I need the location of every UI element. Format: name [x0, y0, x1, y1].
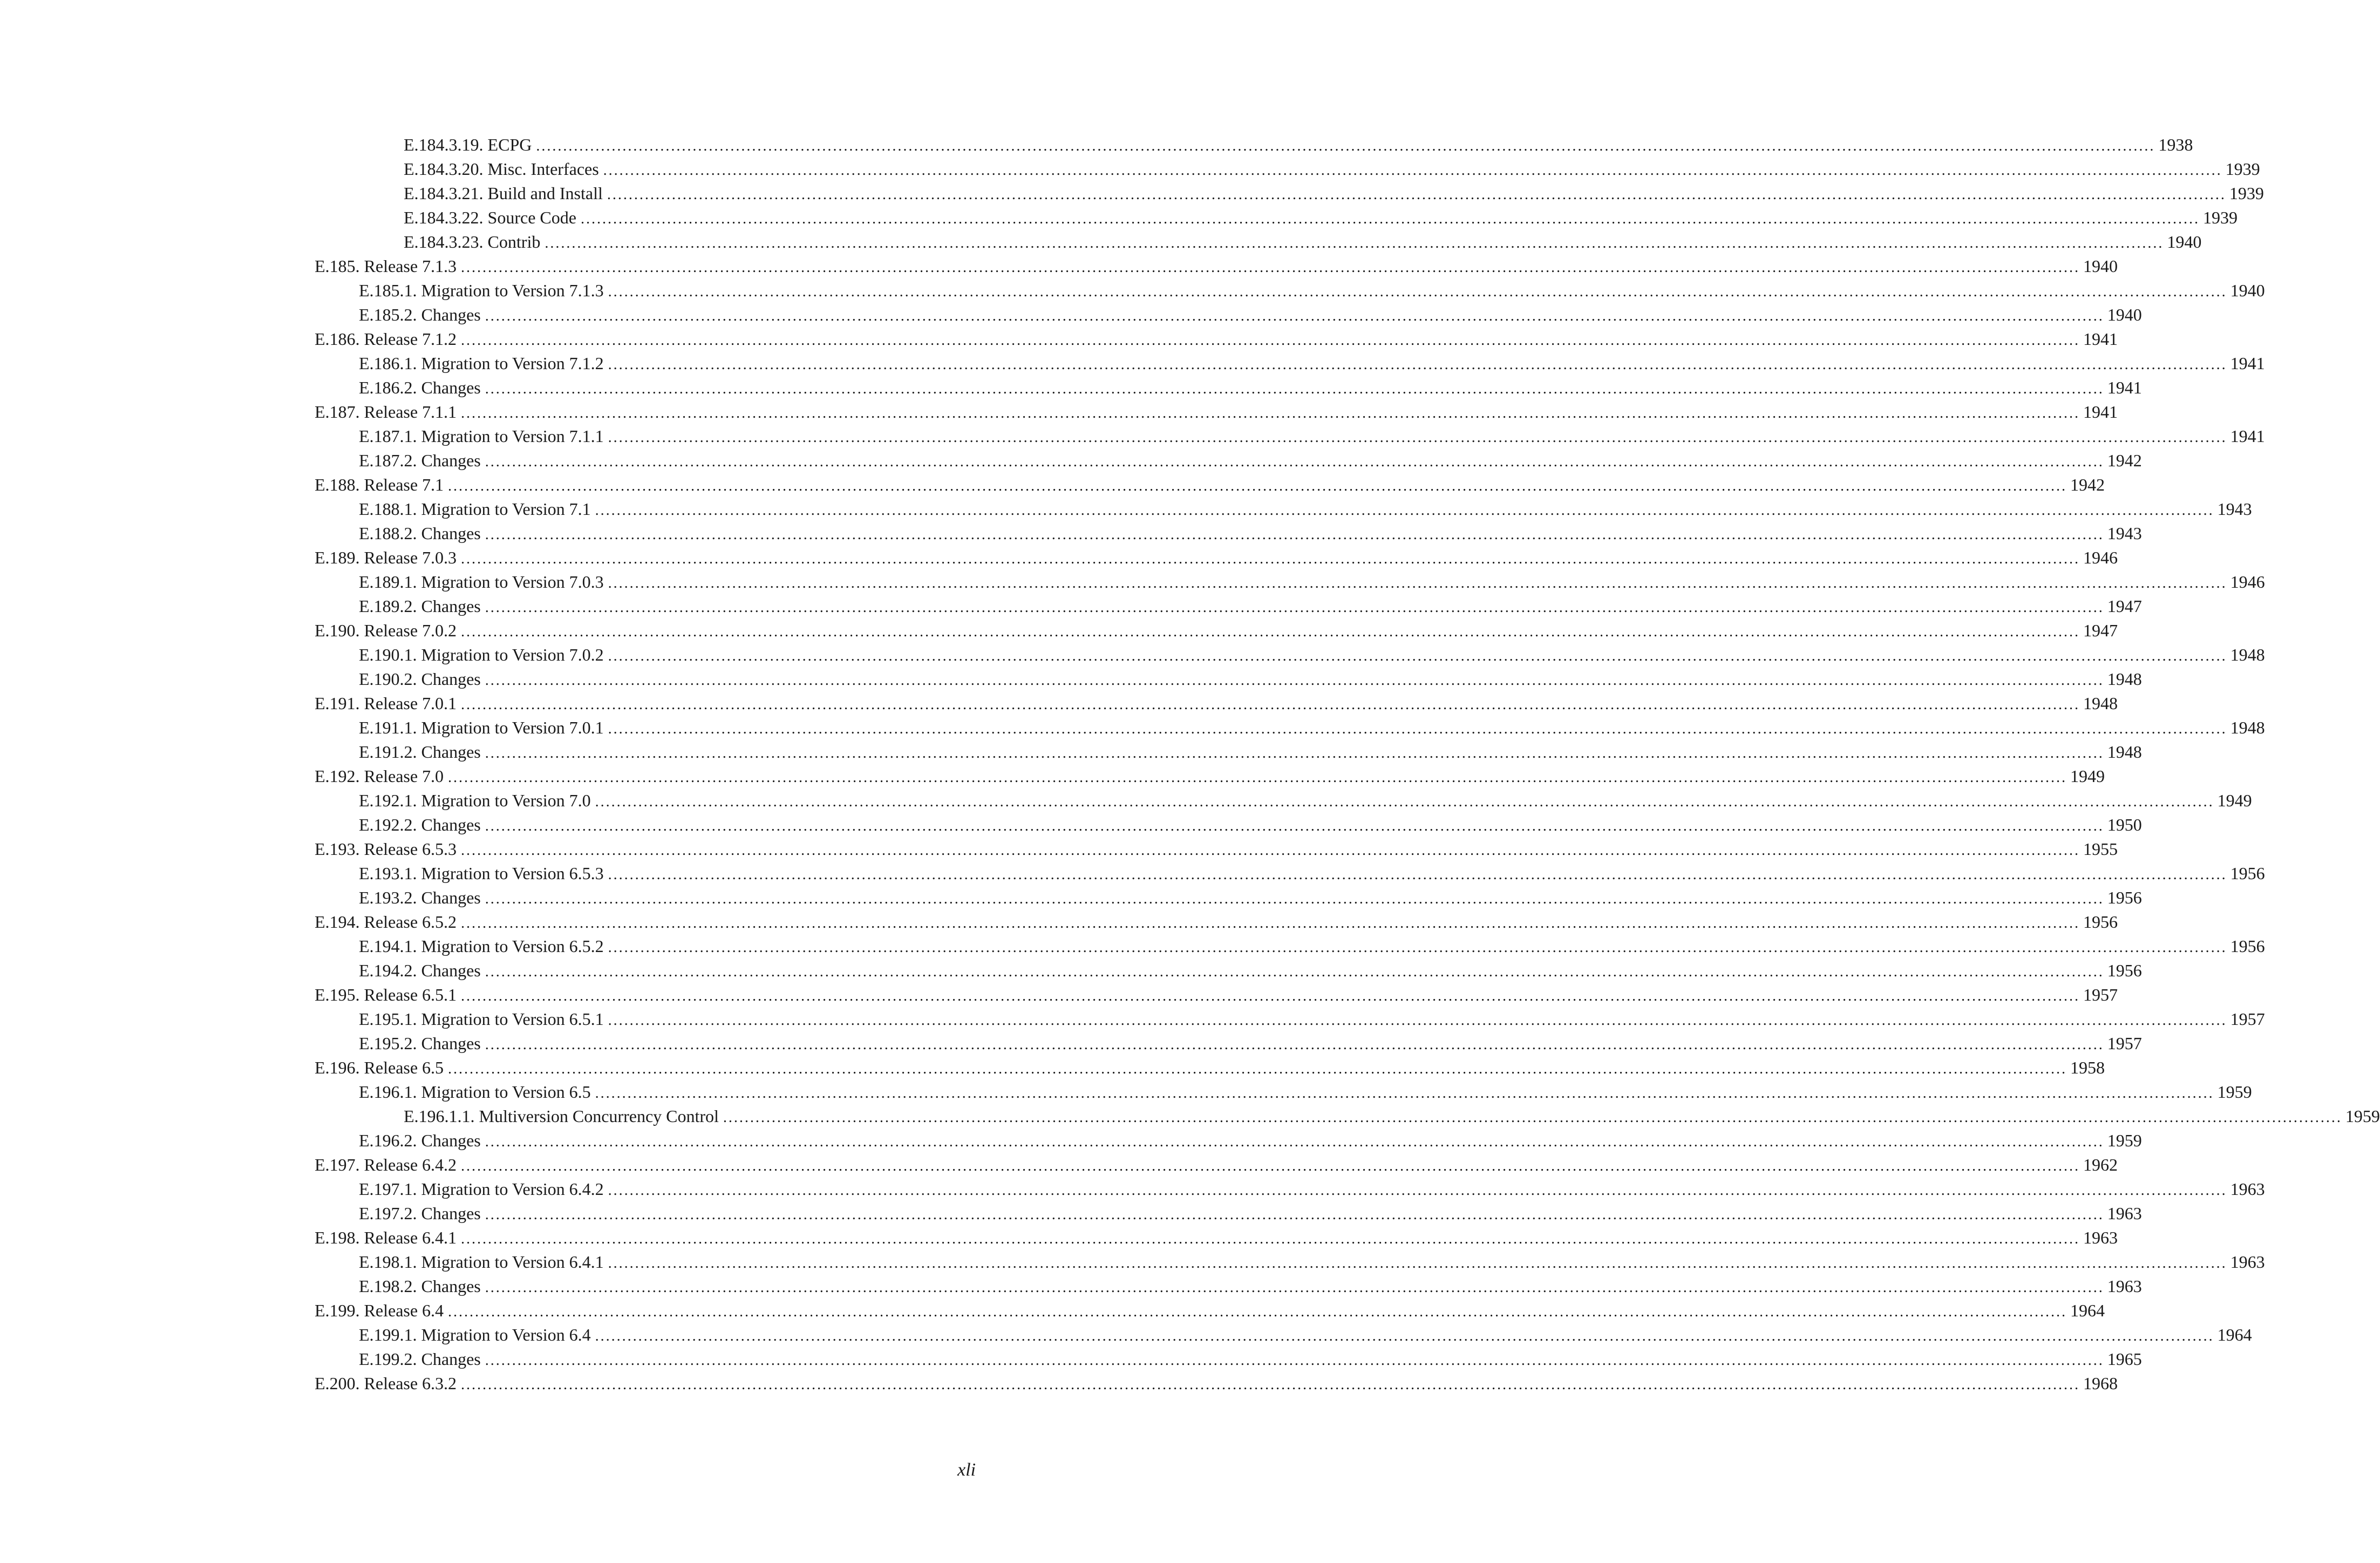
- toc-entry-page: 1942: [2070, 475, 2105, 494]
- toc-leader-dots: ............................................................................................................................................................................................................................................................................................................: [461, 551, 2080, 567]
- toc-entry-page: 1943: [2217, 499, 2252, 519]
- toc-entry-page: 1958: [2070, 1058, 2105, 1077]
- toc-entry[interactable]: [315, 1201, 2142, 1226]
- toc-entry-page: 1941: [2230, 354, 2265, 373]
- toc-entry[interactable]: [315, 1056, 2105, 1080]
- toc-leader-dots: ............................................................................................................................................................................................................................................................................................................: [608, 283, 2227, 300]
- toc-leader-dots: ............................................................................................................................................................................................................................................................................................................: [461, 623, 2080, 640]
- toc-entry-label: E.197.2. Changes: [359, 1204, 481, 1223]
- toc-entry-label: E.184.3.23. Contrib: [404, 232, 541, 252]
- toc-entry-page: 1956: [2107, 888, 2142, 907]
- toc-entry-page: 1943: [2107, 524, 2142, 543]
- toc-entry-label: E.184.3.20. Misc. Interfaces: [404, 159, 599, 179]
- toc-entry-label: E.192. Release 7.0: [315, 766, 444, 786]
- toc-entry[interactable]: [315, 1007, 2265, 1031]
- toc-entry-page: 1956: [2230, 936, 2265, 956]
- toc-entry[interactable]: [315, 278, 2265, 303]
- toc-entry[interactable]: [315, 376, 2142, 400]
- toc-entry-label: E.191. Release 7.0.1: [315, 694, 457, 713]
- toc-entry[interactable]: [315, 910, 2118, 934]
- toc-entry[interactable]: [315, 594, 2142, 619]
- page-number: xli: [957, 1460, 976, 1480]
- toc-entry[interactable]: [315, 716, 2265, 740]
- toc-leader-dots: ............................................................................................................................................................................................................................................................................................................: [608, 1012, 2227, 1029]
- toc-entry[interactable]: [315, 1371, 2118, 1396]
- toc-entry[interactable]: [315, 1177, 2265, 1201]
- toc-leader-dots: ............................................................................................................................................................................................................................................................................................................: [723, 1109, 2342, 1126]
- toc-entry-label: E.185. Release 7.1.3: [315, 256, 457, 276]
- toc-leader-dots: ............................................................................................................................................................................................................................................................................................................: [448, 1061, 2068, 1077]
- toc-entry-page: 1946: [2230, 572, 2265, 592]
- toc-entry-page: 1962: [2083, 1155, 2118, 1174]
- toc-entry-page: 1957: [2107, 1034, 2142, 1053]
- toc-entry[interactable]: [315, 448, 2142, 473]
- toc-leader-dots: ............................................................................................................................................................................................................................................................................................................: [461, 988, 2080, 1004]
- toc-entry[interactable]: [315, 1153, 2118, 1177]
- toc-entry-page: 1940: [2083, 256, 2118, 276]
- toc-entry-page: 1939: [2229, 184, 2264, 203]
- toc-entry-page: 1959: [2107, 1131, 2142, 1150]
- toc-leader-dots: ............................................................................................................................................................................................................................................................................................................: [608, 939, 2227, 956]
- toc-leader-dots: ............................................................................................................................................................................................................................................................................................................: [608, 648, 2227, 664]
- toc-leader-dots: ............................................................................................................................................................................................................................................................................................................: [536, 138, 2155, 154]
- toc-leader-dots: ............................................................................................................................................................................................................................................................................................................: [461, 842, 2080, 859]
- toc-entry-label: E.186.2. Changes: [359, 378, 481, 397]
- toc-leader-dots: ............................................................................................................................................................................................................................................................................................................: [485, 308, 2104, 324]
- toc-entry-page: 1941: [2083, 402, 2118, 422]
- toc-entry-page: 1948: [2107, 742, 2142, 762]
- toc-entry-label: E.195.1. Migration to Version 6.5.1: [359, 1009, 604, 1029]
- toc-entry[interactable]: [315, 181, 2264, 206]
- toc-leader-dots: ............................................................................................................................................................................................................................................................................................................: [485, 1279, 2104, 1296]
- toc-leader-dots: ............................................................................................................................................................................................................................................................................................................: [461, 915, 2080, 932]
- toc-leader-dots: ............................................................................................................................................................................................................................................................................................................: [461, 1376, 2080, 1393]
- toc-entry[interactable]: [315, 1323, 2252, 1347]
- toc-leader-dots: ............................................................................................................................................................................................................................................................................................................: [608, 1255, 2227, 1272]
- toc-entry-label: E.199. Release 6.4: [315, 1301, 444, 1320]
- toc-leader-dots: ............................................................................................................................................................................................................................................................................................................: [485, 891, 2104, 907]
- toc-entry[interactable]: [315, 400, 2118, 424]
- toc-entry-page: 1942: [2107, 451, 2142, 470]
- toc-entry-page: 1955: [2083, 839, 2118, 859]
- toc-entry[interactable]: [315, 570, 2265, 594]
- toc-entry[interactable]: [315, 1299, 2105, 1323]
- toc-entry-page: 1948: [2230, 718, 2265, 737]
- toc-leader-dots: ............................................................................................................................................................................................................................................................................................................: [608, 429, 2227, 446]
- toc-entry-label: E.198.2. Changes: [359, 1276, 481, 1296]
- toc-entry[interactable]: [315, 691, 2118, 716]
- toc-entry[interactable]: [315, 764, 2105, 789]
- toc-entry[interactable]: [315, 959, 2142, 983]
- toc-entry-label: E.185.2. Changes: [359, 305, 481, 324]
- toc-entry-label: E.186. Release 7.1.2: [315, 329, 457, 349]
- toc-entry-page: 1940: [2107, 305, 2142, 324]
- toc-entry-label: E.195.2. Changes: [359, 1034, 481, 1053]
- toc-leader-dots: ............................................................................................................................................................................................................................................................................................................: [448, 769, 2068, 786]
- toc-entry-page: 1940: [2167, 232, 2202, 252]
- toc-leader-dots: ............................................................................................................................................................................................................................................................................................................: [608, 575, 2227, 592]
- toc-entry-label: E.193.2. Changes: [359, 888, 481, 907]
- toc-entry-page: 1949: [2217, 791, 2252, 810]
- toc-entry[interactable]: [315, 206, 2238, 230]
- toc-entry-page: 1956: [2230, 864, 2265, 883]
- toc-entry[interactable]: [315, 619, 2118, 643]
- toc-entry-page: 1941: [2083, 329, 2118, 349]
- toc-entry-label: E.184.3.22. Source Code: [404, 208, 576, 227]
- toc-entry-label: E.188. Release 7.1: [315, 475, 444, 494]
- toc-entry-label: E.199.2. Changes: [359, 1349, 481, 1369]
- toc-entry-label: E.194. Release 6.5.2: [315, 912, 457, 932]
- toc-entry-label: E.197. Release 6.4.2: [315, 1155, 457, 1174]
- toc-leader-dots: ............................................................................................................................................................................................................................................................................................................: [603, 162, 2222, 179]
- toc-entry[interactable]: [315, 837, 2118, 861]
- toc-entry[interactable]: [315, 1226, 2118, 1250]
- toc-leader-dots: ............................................................................................................................................................................................................................................................................................................: [595, 1328, 2214, 1344]
- toc-entry-label: E.185.1. Migration to Version 7.1.3: [359, 281, 604, 300]
- toc-entry[interactable]: [315, 1129, 2142, 1153]
- toc-entry-page: 1963: [2107, 1204, 2142, 1223]
- toc-leader-dots: ............................................................................................................................................................................................................................................................................................................: [448, 478, 2068, 494]
- toc-entry-page: 1939: [2202, 208, 2238, 227]
- toc-leader-dots: ............................................................................................................................................................................................................................................................................................................: [461, 259, 2080, 276]
- toc-entry-page: 1956: [2107, 961, 2142, 980]
- toc-leader-dots: ............................................................................................................................................................................................................................................................................................................: [485, 599, 2104, 616]
- toc-entry[interactable]: [315, 473, 2105, 497]
- toc-entry[interactable]: [315, 740, 2142, 764]
- toc-entry-label: E.189.2. Changes: [359, 596, 481, 616]
- toc-entry[interactable]: [315, 327, 2118, 351]
- toc-entry-label: E.193.1. Migration to Version 6.5.3: [359, 864, 604, 883]
- toc-leader-dots: ............................................................................................................................................................................................................................................................................................................: [485, 818, 2104, 834]
- toc-entry[interactable]: [315, 983, 2118, 1007]
- toc-entry[interactable]: [315, 521, 2142, 546]
- toc-entry-label: E.189. Release 7.0.3: [315, 548, 457, 567]
- toc-entry[interactable]: [315, 230, 2202, 254]
- toc-leader-dots: ............................................................................................................................................................................................................................................................................................................: [485, 1352, 2104, 1369]
- toc-entry[interactable]: [315, 1347, 2142, 1371]
- toc-entry[interactable]: [315, 1031, 2142, 1056]
- toc-entry[interactable]: [315, 643, 2265, 667]
- toc-entry-label: E.198. Release 6.4.1: [315, 1228, 457, 1247]
- toc-entry-label: E.184.3.21. Build and Install: [404, 184, 603, 203]
- toc-leader-dots: ............................................................................................................................................................................................................................................................................................................: [485, 453, 2104, 470]
- toc-entry-page: 1963: [2107, 1276, 2142, 1296]
- toc-entry-page: 1968: [2083, 1374, 2118, 1393]
- toc-entry-label: E.190.2. Changes: [359, 669, 481, 689]
- toc-leader-dots: ............................................................................................................................................................................................................................................................................................................: [595, 1085, 2214, 1102]
- toc-entry-label: E.196.1. Migration to Version 6.5: [359, 1082, 591, 1102]
- toc-entry-label: E.191.2. Changes: [359, 742, 481, 762]
- toc-entry-label: E.193. Release 6.5.3: [315, 839, 457, 859]
- toc-entry-label: E.192.1. Migration to Version 7.0: [359, 791, 591, 810]
- toc-entry-label: E.188.2. Changes: [359, 524, 481, 543]
- toc-entry-page: 1946: [2083, 548, 2118, 567]
- toc-leader-dots: ............................................................................................................................................................................................................................................................................................................: [485, 380, 2104, 397]
- toc-entry[interactable]: [315, 789, 2252, 813]
- toc-entry-label: E.192.2. Changes: [359, 815, 481, 834]
- toc-leader-dots: ............................................................................................................................................................................................................................................................................................................: [608, 721, 2227, 737]
- toc-leader-dots: ............................................................................................................................................................................................................................................................................................................: [485, 745, 2104, 762]
- toc-entry-label: E.197.1. Migration to Version 6.4.2: [359, 1179, 604, 1199]
- toc-entry[interactable]: [315, 157, 2260, 181]
- toc-entry-page: 1939: [2225, 159, 2260, 179]
- toc-entry-label: E.188.1. Migration to Version 7.1: [359, 499, 591, 519]
- toc-entry-label: E.199.1. Migration to Version 6.4: [359, 1325, 591, 1344]
- toc-entry-label: E.189.1. Migration to Version 7.0.3: [359, 572, 604, 592]
- toc-entry-label: E.184.3.19. ECPG: [404, 135, 532, 154]
- toc-entry[interactable]: [315, 667, 2142, 691]
- toc-entry-page: 1948: [2230, 645, 2265, 664]
- toc-leader-dots: ............................................................................................................................................................................................................................................................................................................: [461, 405, 2080, 422]
- toc-leader-dots: ............................................................................................................................................................................................................................................................................................................: [580, 210, 2200, 227]
- toc-leader-dots: ............................................................................................................................................................................................................................................................................................................: [485, 1133, 2104, 1150]
- toc-leader-dots: ............................................................................................................................................................................................................................................................................................................: [545, 235, 2164, 252]
- toc-entry-page: 1965: [2107, 1349, 2142, 1369]
- toc-entry-page: 1956: [2083, 912, 2118, 932]
- toc-leader-dots: ............................................................................................................................................................................................................................................................................................................: [485, 1206, 2104, 1223]
- toc-entry[interactable]: [315, 424, 2265, 448]
- toc-leader-dots: ............................................................................................................................................................................................................................................................................................................: [485, 1036, 2104, 1053]
- toc-entry-page: 1959: [2217, 1082, 2252, 1102]
- toc-leader-dots: ............................................................................................................................................................................................................................................................................................................: [608, 1182, 2227, 1199]
- toc-entry[interactable]: [315, 934, 2265, 959]
- toc-leader-dots: ............................................................................................................................................................................................................................................................................................................: [485, 963, 2104, 980]
- toc-entry[interactable]: [315, 351, 2265, 376]
- toc-entry-page: 1938: [2158, 135, 2193, 154]
- toc-entry-page: 1950: [2107, 815, 2142, 834]
- toc-leader-dots: ............................................................................................................................................................................................................................................................................................................: [485, 526, 2104, 543]
- toc-entry[interactable]: [315, 254, 2118, 278]
- toc-leader-dots: ............................................................................................................................................................................................................................................................................................................: [607, 186, 2226, 203]
- toc-entry-label: E.194.2. Changes: [359, 961, 481, 980]
- toc-entry-label: E.200. Release 6.3.2: [315, 1374, 457, 1393]
- toc-entry[interactable]: [315, 813, 2142, 837]
- toc-entry-page: 1957: [2230, 1009, 2265, 1029]
- toc-leader-dots: ............................................................................................................................................................................................................................................................................................................: [461, 696, 2080, 713]
- toc-entry[interactable]: [315, 133, 2193, 157]
- toc-entry[interactable]: [315, 546, 2118, 570]
- toc-entry[interactable]: [315, 1250, 2265, 1274]
- toc-leader-dots: ............................................................................................................................................................................................................................................................................................................: [461, 1158, 2080, 1174]
- toc-entry-page: 1957: [2083, 985, 2118, 1004]
- toc-leader-dots: ............................................................................................................................................................................................................................................................................................................: [485, 672, 2104, 689]
- toc-entry-label: E.187.2. Changes: [359, 451, 481, 470]
- toc-entry-page: 1947: [2107, 596, 2142, 616]
- table-of-contents: [315, 133, 2380, 1396]
- toc-entry-label: E.196. Release 6.5: [315, 1058, 444, 1077]
- toc-leader-dots: ............................................................................................................................................................................................................................................................................................................: [461, 1231, 2080, 1247]
- toc-leader-dots: ............................................................................................................................................................................................................................................................................................................: [595, 502, 2214, 519]
- toc-entry-page: 1963: [2083, 1228, 2118, 1247]
- toc-leader-dots: ............................................................................................................................................................................................................................................................................................................: [608, 866, 2227, 883]
- toc-entry[interactable]: [315, 1080, 2252, 1104]
- toc-entry-label: E.195. Release 6.5.1: [315, 985, 457, 1004]
- toc-entry-page: 1940: [2230, 281, 2265, 300]
- toc-entry-label: E.187. Release 7.1.1: [315, 402, 457, 422]
- toc-entry-label: E.198.1. Migration to Version 6.4.1: [359, 1252, 604, 1272]
- toc-entry-page: 1941: [2230, 426, 2265, 446]
- toc-entry-page: 1963: [2230, 1252, 2265, 1272]
- toc-entry-label: E.190. Release 7.0.2: [315, 621, 457, 640]
- toc-entry-page: 1964: [2217, 1325, 2252, 1344]
- toc-entry[interactable]: [315, 497, 2252, 521]
- toc-entry-page: 1941: [2107, 378, 2142, 397]
- toc-entry-page: 1948: [2083, 694, 2118, 713]
- toc-entry-page: 1963: [2230, 1179, 2265, 1199]
- toc-entry[interactable]: [315, 303, 2142, 327]
- toc-entry[interactable]: [315, 861, 2265, 886]
- toc-leader-dots: ............................................................................................................................................................................................................................................................................................................: [461, 332, 2080, 349]
- toc-entry[interactable]: [315, 886, 2142, 910]
- toc-entry[interactable]: [315, 1274, 2142, 1299]
- toc-entry-label: E.194.1. Migration to Version 6.5.2: [359, 936, 604, 956]
- toc-leader-dots: ............................................................................................................................................................................................................................................................................................................: [608, 356, 2227, 373]
- toc-entry-page: 1947: [2083, 621, 2118, 640]
- toc-leader-dots: ............................................................................................................................................................................................................................................................................................................: [595, 793, 2214, 810]
- toc-entry-label: E.187.1. Migration to Version 7.1.1: [359, 426, 604, 446]
- toc-entry-page: 1948: [2107, 669, 2142, 689]
- toc-entry-page: 1949: [2070, 766, 2105, 786]
- toc-entry-label: E.196.2. Changes: [359, 1131, 481, 1150]
- toc-entry-label: E.186.1. Migration to Version 7.1.2: [359, 354, 604, 373]
- toc-entry-page: 1959: [2345, 1106, 2380, 1126]
- toc-entry-label: E.196.1.1. Multiversion Concurrency Control: [404, 1106, 719, 1126]
- toc-entry-label: E.191.1. Migration to Version 7.0.1: [359, 718, 604, 737]
- toc-entry-label: E.190.1. Migration to Version 7.0.2: [359, 645, 604, 664]
- toc-entry[interactable]: [315, 1104, 2380, 1129]
- toc-entry-page: 1964: [2070, 1301, 2105, 1320]
- toc-leader-dots: ............................................................................................................................................................................................................................................................................................................: [448, 1303, 2068, 1320]
